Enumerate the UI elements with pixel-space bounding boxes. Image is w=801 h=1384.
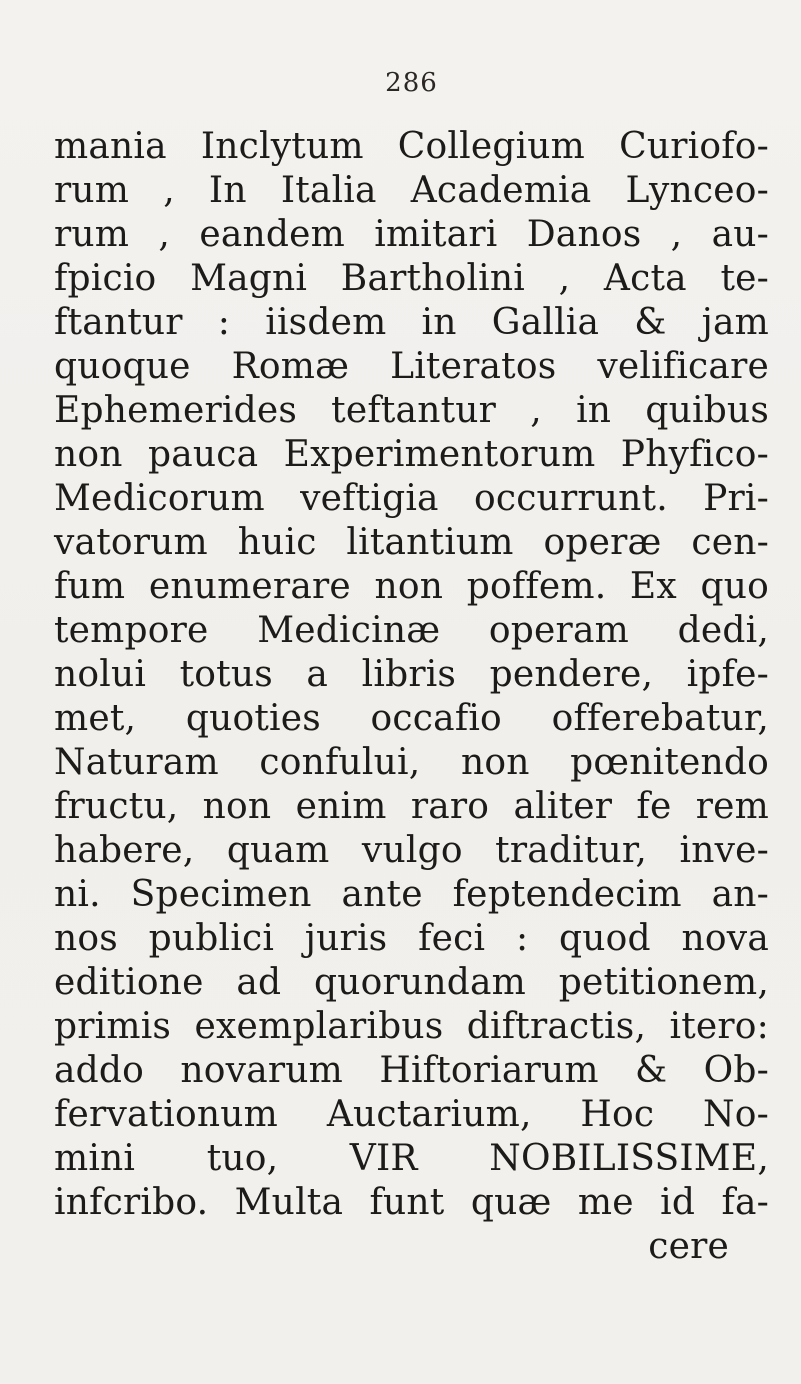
text-line: primis exemplaribus diftractis, itero:: [54, 1006, 769, 1047]
text-line: fpicio Magni Bartholini , Acta te-: [54, 258, 769, 299]
text-line: fructu, non enim raro aliter fe rem: [54, 786, 769, 827]
text-line: quoque Romæ Literatos velificare: [54, 346, 769, 387]
text-line-last: cere: [648, 1226, 729, 1267]
text-line: mania Inclytum Collegium Curiofo-: [54, 126, 769, 167]
text-line: Medicorum veftigia occurrunt. Pri-: [54, 478, 769, 519]
text-line: mini tuo, VIR NOBILISSIME,: [54, 1138, 769, 1179]
text-line: habere, quam vulgo traditur, inve-: [54, 830, 769, 871]
text-line: fervationum Auctarium, Hoc No-: [54, 1094, 769, 1135]
text-line: addo novarum Hiftoriarum & Ob-: [54, 1050, 769, 1091]
text-line: editione ad quorundam petitionem,: [54, 962, 769, 1003]
text-line: tempore Medicinæ operam dedi,: [54, 610, 769, 651]
text-line: met, quoties occafio offerebatur,: [54, 698, 769, 739]
body-text: [54, 125, 769, 1269]
text-line: Naturam confului, non pœnitendo: [54, 742, 769, 783]
text-line: rum , eandem imitari Danos , au-: [54, 214, 769, 255]
text-line: Ephemerides teftantur , in quibus: [54, 390, 769, 431]
text-line: fum enumerare non poffem. Ex quo: [54, 566, 769, 607]
text-line: infcribo. Multa funt quæ me id fa-: [54, 1182, 769, 1223]
text-line: vatorum huic litantium operæ cen-: [54, 522, 769, 563]
text-line: nos publici juris feci : quod nova: [54, 918, 769, 959]
text-line: rum , In Italia Academia Lynceo-: [54, 170, 769, 211]
text-line: nolui totus a libris pendere, ipfe-: [54, 654, 769, 695]
text-line: ni. Specimen ante feptendecim an-: [54, 874, 769, 915]
text-line: non pauca Experimentorum Phyfico-: [54, 434, 769, 475]
text-line: ftantur : iisdem in Gallia & jam: [54, 302, 769, 343]
page-number: 286: [385, 68, 438, 98]
